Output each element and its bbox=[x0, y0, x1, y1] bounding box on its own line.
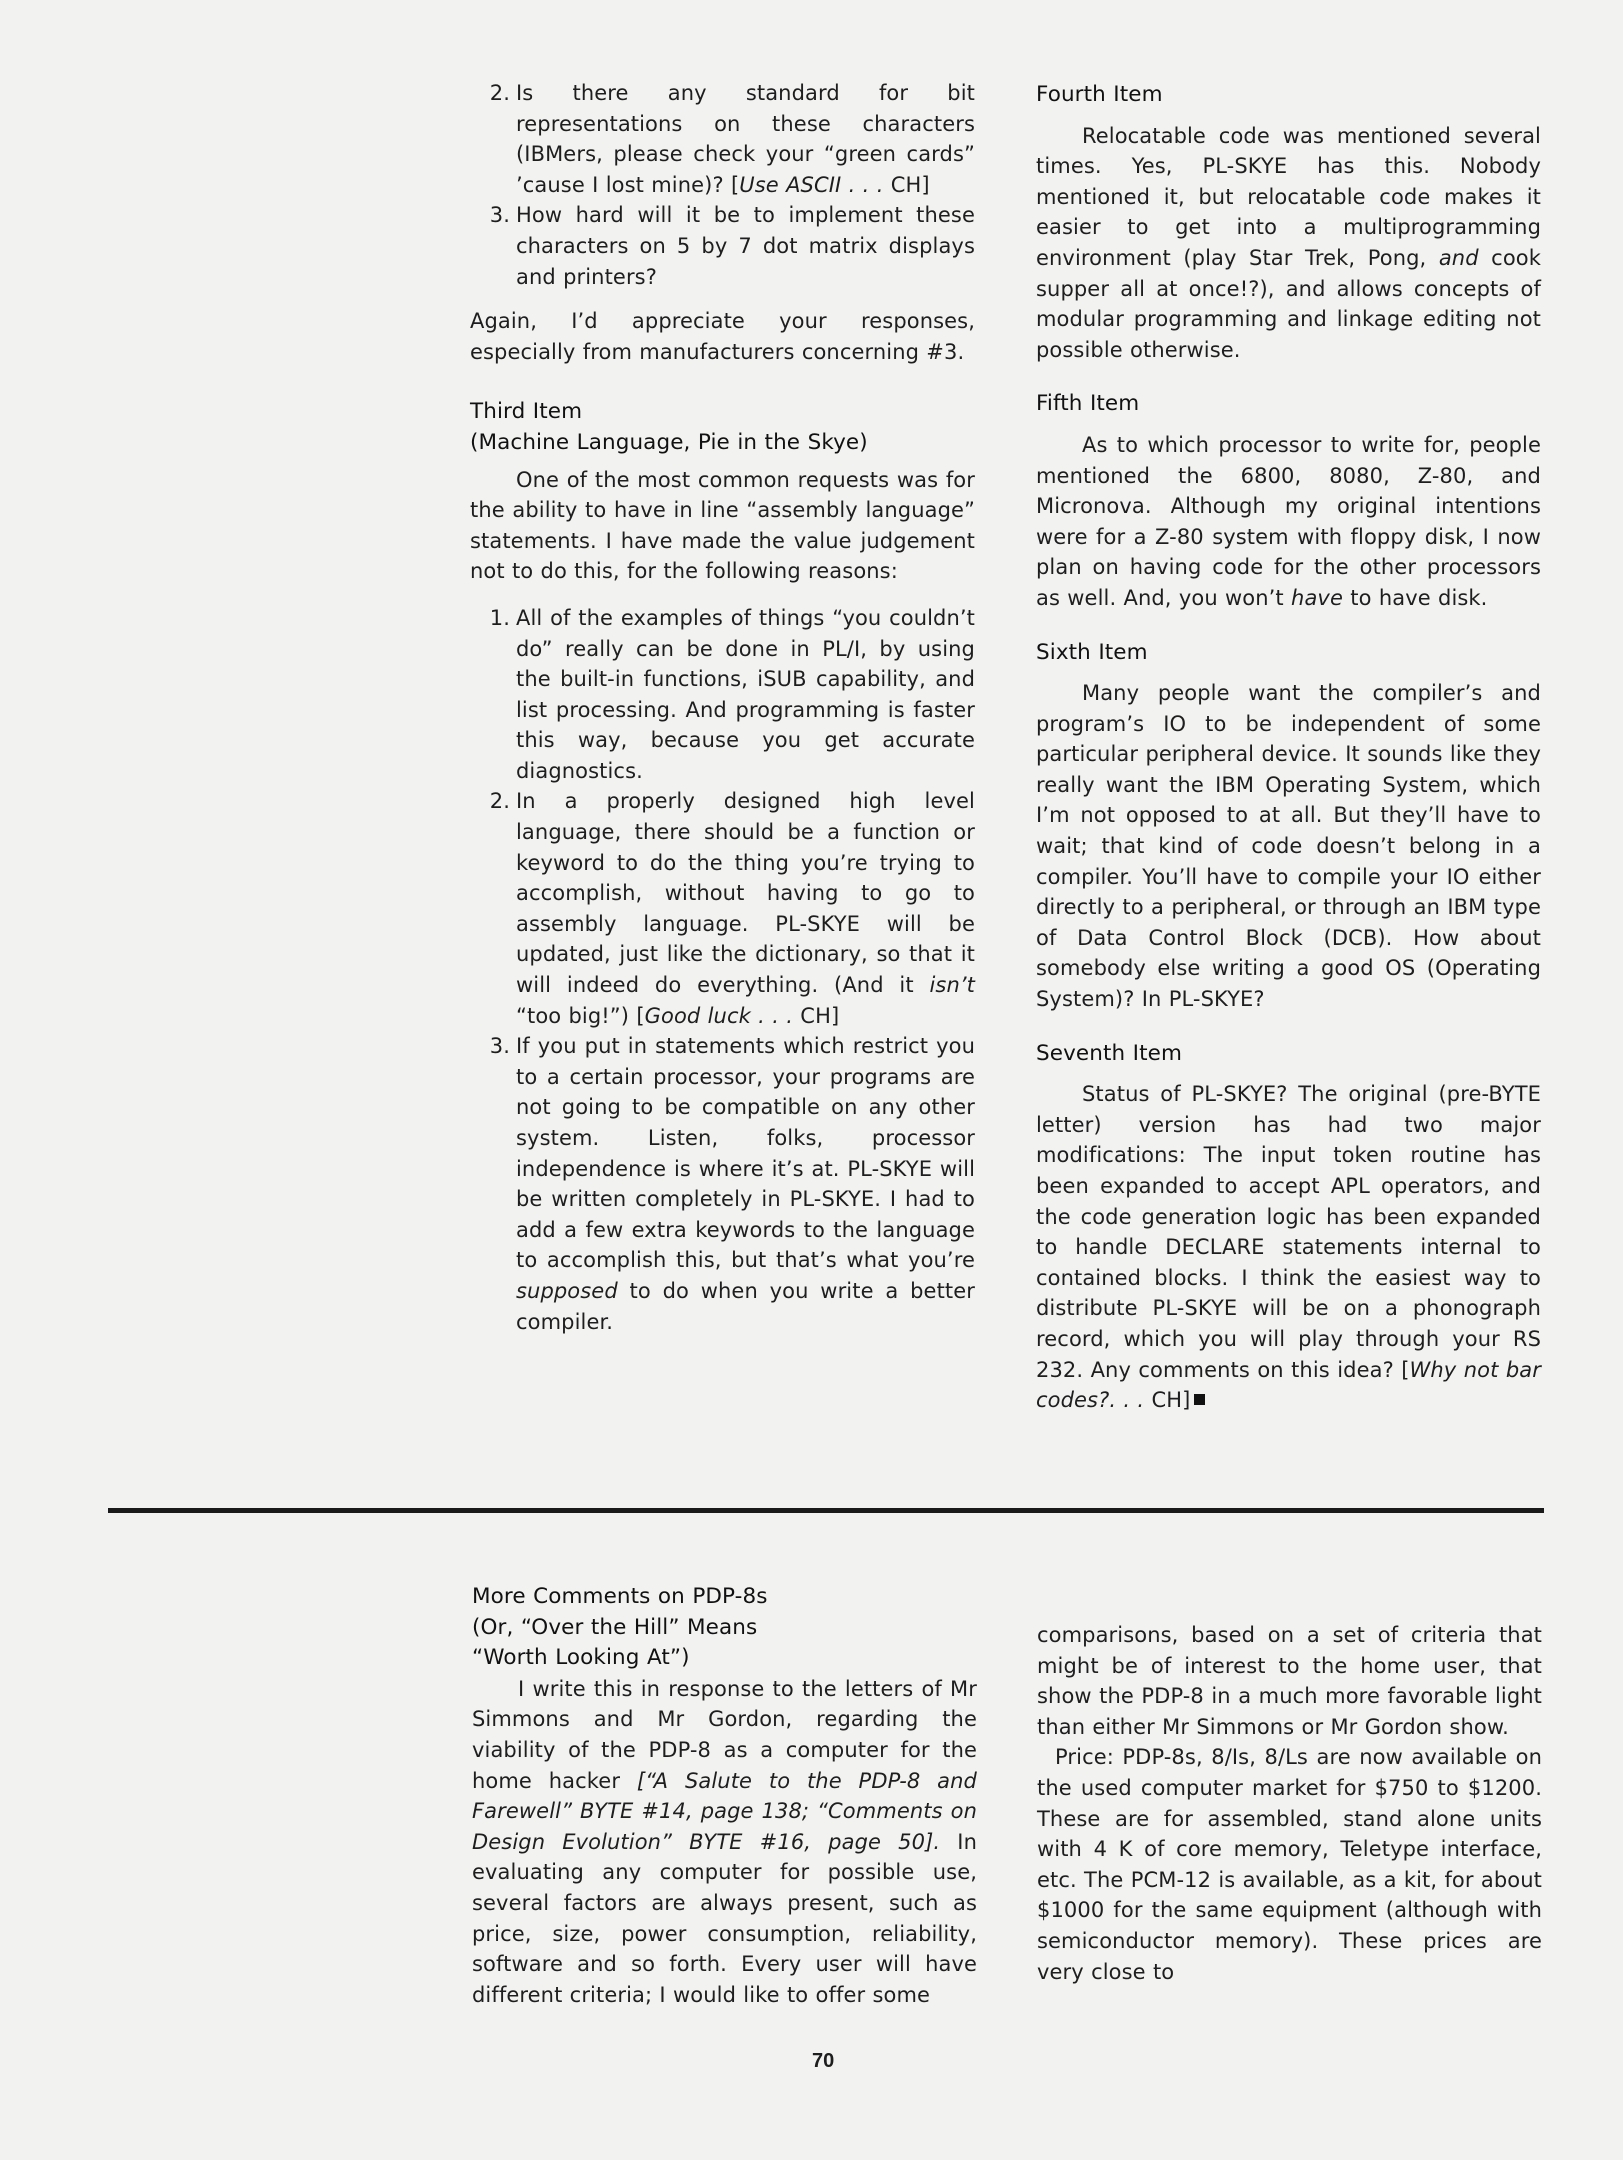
list-item: 3. If you put in statements which restrict you to a certain processor, your programs are not going to be compatible on any other system. Listen, folks, processor independence is where it’s at. PL-SKYE will be written completely in PL-SKYE. I had to add a few extra keywords to the language to accomplish this, but that’s what you’re supposed to do when you write a better compiler. bbox=[470, 1031, 975, 1337]
closing-paragraph: Again, I’d appreciate your responses, especially from manufacturers concerning #3. bbox=[470, 309, 975, 364]
paragraph: Relocatable code was mentioned several times. Yes, PL-SKYE has this. Nobody mentioned it, but relocatable code makes it easier to get into a multiprogramming environment (play Star Trek, Pong, and cook supper all at once!?), and allows concepts of modular programming and linkage editing not possible otherwise. bbox=[1036, 123, 1541, 362]
reasons-list bbox=[470, 603, 975, 1337]
character-questions-list bbox=[470, 78, 975, 292]
section-subheading: (Machine Language, Pie in the Skye) bbox=[470, 429, 868, 455]
section-heading: Seventh Item bbox=[1036, 1040, 1182, 1066]
top-right-column bbox=[1036, 80, 1541, 1416]
section-heading: Third Item bbox=[470, 399, 583, 425]
paragraph: comparisons, based on a set of criteria that might be of interest to the home user, that show the PDP-8 in a much more favorable light than either Mr Simmons or Mr Gordon show. bbox=[1037, 1623, 1542, 1739]
paragraph: Status of PL-SKYE? The original (pre-BYTE letter) version has had two major modifications: The input token routine has been expanded to accept APL operators, and the code generation logic has been expanded to handle DECLARE statements internal to contained blocks. I think the easiest way to distribute PL-SKYE will be on a phonograph record, which you will play through your RS 232. Any comments on this idea? [Why not bar codes?. . . CH] bbox=[1036, 1082, 1541, 1413]
list-number: 3. bbox=[489, 203, 510, 228]
list-item: 2. In a properly designed high level language, there should be a function or keyword to do the thing you’re trying to accomplish, without having to go to assembly language. PL-SKYE will be updated, just like the dictionary, so that it will indeed do everything. (And it isn’t “too big!”) [Good luck . . . CH] bbox=[470, 786, 975, 1031]
article-title-line: “Worth Looking At”) bbox=[472, 1645, 690, 1671]
list-item: 3. How hard will it be to implement these characters on 5 by 7 dot matrix displays and printers? bbox=[470, 200, 975, 292]
list-number: 2. bbox=[489, 789, 510, 814]
list-number: 1. bbox=[489, 605, 510, 630]
section-divider bbox=[108, 1508, 1544, 1513]
section-heading: Fourth Item bbox=[1036, 82, 1163, 107]
paragraph: Many people want the compiler’s and program’s IO to be independent of some particular peripheral device. It sounds like they really want the IBM Operating System, which I’m not opposed to at all. But they’ll have to wait; that kind of code doesn’t belong in a compiler. You’ll have to compile your IO either directly to a peripheral, or through an IBM type of Data Control Block (DCB). How about somebody else writing a good OS (Operating System)? In PL-SKYE? bbox=[1036, 681, 1541, 1012]
page-number: 70 bbox=[812, 2050, 835, 2072]
paragraph: One of the most common requests was for the ability to have in line “assembly language” statements. I have made the value judgement not to do this, for the following reasons: bbox=[470, 467, 975, 584]
article-title-line: More Comments on PDP-8s bbox=[472, 1584, 768, 1609]
section-heading: Fifth Item bbox=[1036, 391, 1140, 417]
paragraph: I write this in response to the letters of Mr Simmons and Mr Gordon, regarding the viability of the PDP-8 as a computer for the home hacker [“A Salute to the PDP-8 and Farewell” BYTE #14, page 138; “Comments on Design Evolution” BYTE #16, page 50]. In evaluating any computer for possible use, several factors are always present, such as price, size, power consumption, reliability, software and so forth. Every user will have different criteria; I would like to offer some bbox=[472, 1676, 977, 2007]
list-item: 2. Is there any standard for bit representations on these characters (IBMers, please check your “green cards” ’cause I lost mine)? [Use ASCII . . . CH] bbox=[470, 78, 975, 200]
section-heading: Sixth Item bbox=[1036, 639, 1148, 665]
paragraph: As to which processor to write for, people mentioned the 6800, 8080, Z-80, and Micronova. Although my original intentions were for a Z-80 system with floppy disk, I now plan on having code for the other processors as well. And, you won’t have to have disk. bbox=[1036, 432, 1541, 610]
list-number: 2. bbox=[489, 81, 510, 105]
end-of-article-mark bbox=[1194, 1394, 1205, 1405]
article-title-line: (Or, “Over the Hill” Means bbox=[472, 1614, 758, 1640]
paragraph: Price: PDP-8s, 8/Is, 8/Ls are now available on the used computer market for $750 to $1200. These are for assembled, stand alone units with 4 K of core memory, Teletype interface, etc. The PCM-12 is available, as a kit, for about $1000 for the same equipment (although with semiconductor memory). These prices are very close to bbox=[1037, 1745, 1542, 1984]
bottom-left-column bbox=[472, 1582, 977, 2010]
list-item: 1. All of the examples of things “you couldn’t do” really can be done in PL/I, by using the built-in functions, iSUB capability, and list processing. And programming is faster this way, because you get accurate diagnostics. bbox=[470, 603, 975, 787]
top-left-column bbox=[470, 78, 975, 1337]
bottom-right-column bbox=[1037, 1620, 1542, 1987]
list-number: 3. bbox=[489, 1034, 510, 1059]
